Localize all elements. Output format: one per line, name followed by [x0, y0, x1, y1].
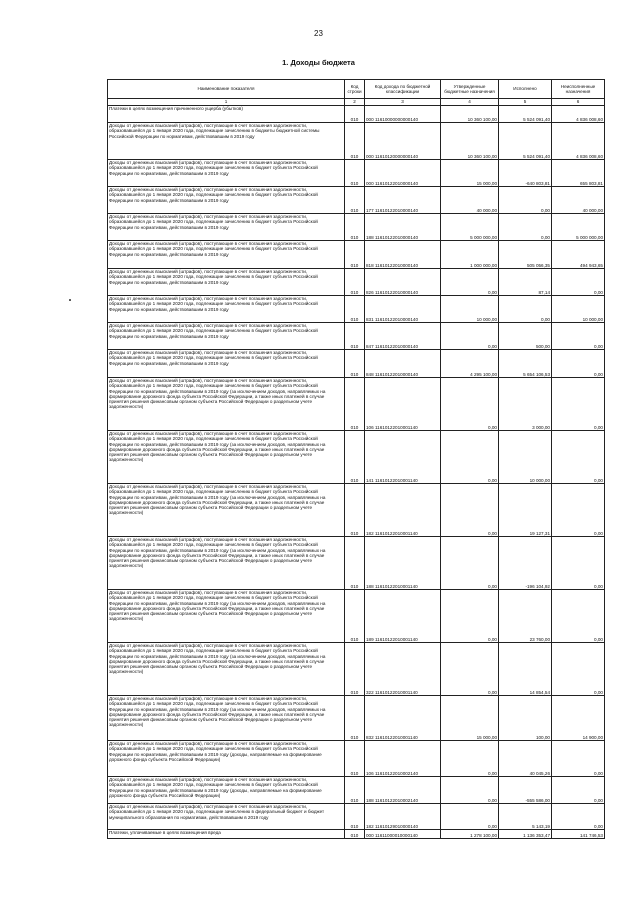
row-executed: 87,14: [499, 269, 552, 296]
row-approved: 40 000,00: [441, 187, 499, 214]
table-row: [108, 741, 605, 777]
table-header-row: [108, 80, 605, 99]
row-approved: 0,00: [441, 590, 499, 643]
row-line-code: 010: [345, 269, 365, 296]
row-executed: 100,00: [499, 696, 552, 741]
table-row: [108, 431, 605, 484]
row-unexecuted: 0,00: [552, 537, 605, 590]
row-name: Доходы от денежных взысканий (штрафов), поступающие в счет погашения задолженности, образовавшейся до 1 января 2020 года, подлежащие зачислению в федеральный бюджет и бюджет муниципального образования по нормативам, действовавшим в 2019 году: [108, 804, 345, 830]
row-line-code: 010: [345, 378, 365, 431]
row-class-code: 106 11610122010002140: [365, 741, 441, 777]
row-class-code: 832 11610122010001140: [365, 696, 441, 741]
row-class-code: 189 11610122010001140: [365, 590, 441, 643]
row-approved: 0,00: [441, 777, 499, 804]
row-name: Доходы от денежных взысканий (штрафов), поступающие в счет погашения задолженности, образовавшейся до 1 января 2020 года, подлежащие зачислению в бюджет субъекта Российской Федерации по нормативам, действовавшим в 2019 году (за исключением доходов, направляемых на формирование дорожного фонда субъекта Российской Федерации, а также иных платежей в случае принятия решения финансовым органом субъекта Российской Федерации о раздельном учете задолженности): [108, 590, 345, 643]
row-class-code: 818 11610122010000140: [365, 241, 441, 269]
row-name: Доходы от денежных взысканий (штрафов), поступающие в счет погашения задолженности, образовавшейся до 1 января 2020 года, подлежащие зачислению в бюджет субъекта Российской Федерации по нормативам, действовавшим в 2019 году: [108, 269, 345, 296]
table-row: [108, 187, 605, 214]
row-unexecuted: 0,00: [552, 431, 605, 484]
row-name: Доходы от денежных взысканий (штрафов), поступающие в счет погашения задолженности, образовавшейся до 1 января 2020 года, подлежащие зачислению в бюджет субъекта Российской Федерации по нормативам, действовавшим в 2019 году (доходы, направляемые на формирование дорожного фонда субъекта Российской Федерации): [108, 741, 345, 777]
column-number: 3: [365, 99, 441, 106]
row-name: Доходы от денежных взысканий (штрафов), поступающие в счет погашения задолженности, образовавшейся до 1 января 2020 года, подлежащие зачислению в бюджет субъекта Российской Федерации по нормативам, действовавшим в 2019 году (доходы, направляемые на формирование дорожного фонда субъекта Российской Федерации): [108, 777, 345, 804]
row-executed: 5 524 091,40: [499, 106, 552, 123]
row-approved: 15 000,00: [441, 160, 499, 187]
column-number: 1: [108, 99, 345, 106]
header-unexecuted: Неисполненные назначения: [552, 80, 605, 99]
column-number: 5: [499, 99, 552, 106]
row-executed: 40 045,26: [499, 741, 552, 777]
row-line-code: 010: [345, 830, 365, 839]
table-row: [108, 537, 605, 590]
row-unexecuted: 0,00: [552, 804, 605, 830]
row-executed: -196 104,92: [499, 537, 552, 590]
row-approved: 0,00: [441, 484, 499, 537]
row-executed: 3 000,00: [499, 378, 552, 431]
row-class-code: 322 11610122010001140: [365, 643, 441, 696]
row-unexecuted: 0,00: [552, 269, 605, 296]
table-row: [108, 269, 605, 296]
table-row: [108, 323, 605, 350]
row-approved: 1 278 100,00: [441, 830, 499, 839]
row-line-code: 010: [345, 804, 365, 830]
row-approved: 0,00: [441, 269, 499, 296]
row-name: Платежи, уплачиваемые в целях возмещения вреда: [108, 830, 345, 839]
section-title: 1. Доходы бюджета: [282, 58, 355, 67]
row-class-code: 000 11610120000000140: [365, 123, 441, 160]
row-unexecuted: 0,00: [552, 590, 605, 643]
row-approved: 4 295 100,00: [441, 350, 499, 378]
row-approved: 0,00: [441, 643, 499, 696]
row-unexecuted: 0,00: [552, 484, 605, 537]
table-row: [108, 696, 605, 741]
row-name: Доходы от денежных взысканий (штрафов), поступающие в счет погашения задолженности, образовавшейся до 1 января 2020 года, подлежащие зачислению в бюджет субъекта Российской Федерации по нормативам, действовавшим в 2019 году (за исключением доходов, направляемых на формирование дорожного фонда субъекта Российской Федерации, а также иных платежей в случае принятия решения финансовым органом субъекта Российской Федерации о раздельном учете задолженности): [108, 431, 345, 484]
row-class-code: 177 11610122010000140: [365, 187, 441, 214]
row-line-code: 010: [345, 696, 365, 741]
row-executed: 0,00: [499, 296, 552, 323]
row-unexecuted: 0,00: [552, 741, 605, 777]
row-executed: 5 524 091,40: [499, 123, 552, 160]
column-number: 2: [345, 99, 365, 106]
row-line-code: 010: [345, 323, 365, 350]
header-line-code: Код строки: [345, 80, 365, 99]
row-unexecuted: 10 000,00: [552, 296, 605, 323]
row-line-code: 010: [345, 350, 365, 378]
row-approved: 15 000,00: [441, 696, 499, 741]
row-class-code: 141 11610122010001140: [365, 431, 441, 484]
row-approved: 0,00: [441, 431, 499, 484]
row-name: Платежи в целях возмещения причиненного ущерба (убытков): [108, 106, 345, 123]
row-unexecuted: 40 000,00: [552, 187, 605, 214]
row-approved: 5 000 000,00: [441, 214, 499, 241]
table-row: [108, 830, 605, 839]
row-class-code: 188 11610122010000140: [365, 214, 441, 241]
row-approved: 0,00: [441, 741, 499, 777]
column-number: 6: [552, 99, 605, 106]
row-name: Доходы от денежных взысканий (штрафов), поступающие в счет погашения задолженности, образовавшейся до 1 января 2020 года, подлежащие зачислению в бюджет субъекта Российской Федерации по нормативам, действовавшим в 2019 году: [108, 187, 345, 214]
row-approved: 1 000 000,00: [441, 241, 499, 269]
table-row: [108, 777, 605, 804]
row-unexecuted: 14 900,00: [552, 696, 605, 741]
table-row: [108, 378, 605, 431]
row-line-code: 010: [345, 214, 365, 241]
header-name: Наименование показателя: [108, 80, 345, 99]
row-approved: 0,00: [441, 537, 499, 590]
row-line-code: 010: [345, 123, 365, 160]
table-row: [108, 643, 605, 696]
row-class-code: 000 11610122010000140: [365, 160, 441, 187]
row-unexecuted: 0,00: [552, 643, 605, 696]
row-executed: 5 654 106,53: [499, 350, 552, 378]
row-class-code: 847 11610122010000140: [365, 323, 441, 350]
row-class-code: 188 11610122010001140: [365, 537, 441, 590]
row-line-code: 010: [345, 590, 365, 643]
row-class-code: 182 11610122010001140: [365, 484, 441, 537]
row-name: Доходы от денежных взысканий (штрафов), поступающие в счет погашения задолженности, образовавшейся до 1 января 2020 года, подлежащие зачислению в бюджет субъекта Российской Федерации по нормативам, действовавшим в 2019 году: [108, 350, 345, 378]
row-approved: 0,00: [441, 804, 499, 830]
row-approved: 0,00: [441, 323, 499, 350]
row-line-code: 010: [345, 741, 365, 777]
table-row: [108, 296, 605, 323]
row-unexecuted: 5 000 000,00: [552, 214, 605, 241]
row-line-code: 010: [345, 160, 365, 187]
row-executed: 10 000,00: [499, 431, 552, 484]
row-executed: 5 143,19: [499, 804, 552, 830]
row-line-code: 010: [345, 187, 365, 214]
row-class-code: 182 11610129010000140: [365, 804, 441, 830]
row-executed: 0,00: [499, 214, 552, 241]
row-class-code: 106 11610122010001140: [365, 378, 441, 431]
row-name: Доходы от денежных взысканий (штрафов), поступающие в счет погашения задолженности, образовавшейся до 1 января 2020 года, подлежащие зачислению в бюджет субъекта Российской Федерации по нормативам, действовавшим в 2019 году: [108, 214, 345, 241]
row-line-code: 010: [345, 241, 365, 269]
row-executed: 19 127,31: [499, 484, 552, 537]
row-approved: 10 000,00: [441, 296, 499, 323]
row-approved: 10 360 100,00: [441, 106, 499, 123]
row-line-code: 010: [345, 106, 365, 123]
row-line-code: 010: [345, 537, 365, 590]
table-row: [108, 350, 605, 378]
row-unexecuted: 0,00: [552, 777, 605, 804]
table-row: [108, 214, 605, 241]
table-row: [108, 484, 605, 537]
row-line-code: 010: [345, 484, 365, 537]
row-name: Доходы от денежных взысканий (штрафов), поступающие в счет погашения задолженности, образовавшейся до 1 января 2020 года, подлежащие зачислению в бюджет субъекта Российской Федерации по нормативам, действовавшим в 2019 году: [108, 323, 345, 350]
row-approved: 10 360 100,00: [441, 123, 499, 160]
scan-mark: [69, 299, 71, 301]
row-class-code: 848 11610122010000140: [365, 350, 441, 378]
row-unexecuted: 494 943,65: [552, 241, 605, 269]
row-unexecuted: 141 746,53: [552, 830, 605, 839]
table-row: [108, 241, 605, 269]
row-executed: 505 056,35: [499, 241, 552, 269]
row-class-code: 831 11610122010000140: [365, 296, 441, 323]
header-approved: Утвержденные бюджетные назначения: [441, 80, 499, 99]
row-approved: 0,00: [441, 378, 499, 431]
header-class-code: Код дохода по бюджетной классификации: [365, 80, 441, 99]
row-name: Доходы от денежных взысканий (штрафов), поступающие в счет погашения задолженности, образовавшейся до 1 января 2020 года, подлежащие зачислению в бюджет субъекта Российской Федерации по нормативам, действовавшим в 2019 году: [108, 296, 345, 323]
row-line-code: 010: [345, 296, 365, 323]
row-executed: -640 803,81: [499, 160, 552, 187]
row-class-code: 826 11610122010000140: [365, 269, 441, 296]
row-line-code: 010: [345, 777, 365, 804]
row-class-code: 188 11610122010002140: [365, 777, 441, 804]
row-unexecuted: 4 836 008,60: [552, 106, 605, 123]
row-unexecuted: 655 803,81: [552, 160, 605, 187]
table-row: [108, 123, 605, 160]
column-number-row: [108, 99, 605, 106]
column-number: 4: [441, 99, 499, 106]
row-executed: 0,00: [499, 187, 552, 214]
row-unexecuted: 0,00: [552, 350, 605, 378]
row-class-code: 000 11610000000000140: [365, 106, 441, 123]
row-executed: 14 854,54: [499, 643, 552, 696]
row-name: Доходы от денежных взысканий (штрафов), поступающие в счет погашения задолженности, образовавшейся до 1 января 2020 года, подлежащие зачислению в бюджет субъекта Российской Федерации по нормативам, действовавшим в 2019 году (за исключением доходов, направляемых на формирование дорожного фонда субъекта Российской Федерации, а также иных платежей в случае принятия решения финансовым органом субъекта Российской Федерации о раздельном учете задолженности): [108, 696, 345, 741]
table-row: [108, 160, 605, 187]
row-unexecuted: 0,00: [552, 378, 605, 431]
row-unexecuted: 4 836 008,60: [552, 123, 605, 160]
header-executed: Исполнено: [499, 80, 552, 99]
row-unexecuted: 0,00: [552, 323, 605, 350]
row-executed: 23 760,00: [499, 590, 552, 643]
row-line-code: 010: [345, 431, 365, 484]
row-class-code: 000 11611000010000140: [365, 830, 441, 839]
row-name: Доходы от денежных взысканий (штрафов), поступающие в счет погашения задолженности, образовавшейся до 1 января 2020 года, подлежащие зачислению в бюджет субъекта Российской Федерации по нормативам, действовавшим в 2019 году: [108, 241, 345, 269]
row-executed: 1 136 353,47: [499, 830, 552, 839]
row-name: Доходы от денежных взысканий (штрафов), поступающие в счет погашения задолженности, образовавшейся до 1 января 2020 года, подлежащие зачислению в бюджеты бюджетной системы Российской Федерации по нормативам, действовавшим в 2019 году: [108, 123, 345, 160]
row-name: Доходы от денежных взысканий (штрафов), поступающие в счет погашения задолженности, образовавшейся до 1 января 2020 года, подлежащие зачислению в бюджет субъекта Российской Федерации по нормативам, действовавшим в 2019 году: [108, 160, 345, 187]
row-name: Доходы от денежных взысканий (штрафов), поступающие в счет погашения задолженности, образовавшейся до 1 января 2020 года, подлежащие зачислению в бюджет субъекта Российской Федерации по нормативам, действовавшим в 2019 году (за исключением доходов, направляемых на формирование дорожного фонда субъекта Российской Федерации, а также иных платежей в случае принятия решения финансовым органом субъекта Российской Федерации о раздельном учете задолженности): [108, 537, 345, 590]
table-row: [108, 590, 605, 643]
row-name: Доходы от денежных взысканий (штрафов), поступающие в счет погашения задолженности, образовавшейся до 1 января 2020 года, подлежащие зачислению в бюджет субъекта Российской Федерации по нормативам, действовавшим в 2019 году (за исключением доходов, направляемых на формирование дорожного фонда субъекта Российской Федерации, а также иных платежей в случае принятия решения финансовым органом субъекта Российской Федерации о раздельном учете задолженности): [108, 484, 345, 537]
row-name: Доходы от денежных взысканий (штрафов), поступающие в счет погашения задолженности, образовавшейся до 1 января 2020 года, подлежащие зачислению в бюджет субъекта Российской Федерации по нормативам, действовавшим в 2019 году (за исключением доходов, направляемых на формирование дорожного фонда субъекта Российской Федерации, а также иных платежей в случае принятия решения финансовым органом субъекта Российской Федерации о раздельном учете задолженности): [108, 643, 345, 696]
table-row: [108, 106, 605, 123]
page-number: 23: [314, 29, 323, 38]
row-executed: -555 586,00: [499, 777, 552, 804]
row-line-code: 010: [345, 643, 365, 696]
row-name: Доходы от денежных взысканий (штрафов), поступающие в счет погашения задолженности, образовавшейся до 1 января 2020 года, подлежащие зачислению в бюджет субъекта Российской Федерации по нормативам, действовавшим в 2019 году (за исключением доходов, направляемых на формирование дорожного фонда субъекта Российской Федерации, а также иных платежей в случае принятия решения финансовым органом субъекта Российской Федерации о раздельном учете задолженности): [108, 378, 345, 431]
table-row: [108, 804, 605, 830]
revenue-table: [107, 79, 605, 839]
row-executed: 500,00: [499, 323, 552, 350]
